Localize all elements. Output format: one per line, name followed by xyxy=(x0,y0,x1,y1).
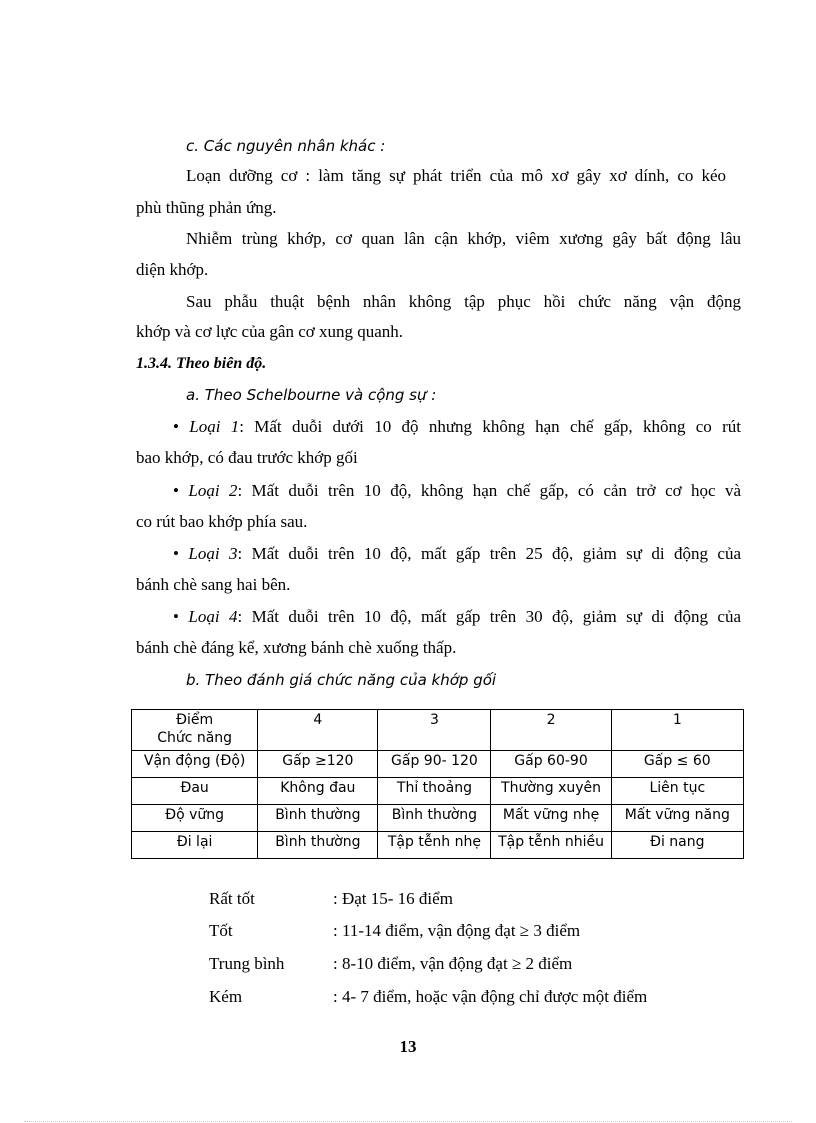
table-row xyxy=(132,805,744,832)
table-cell: Độ vững xyxy=(132,805,258,832)
table-row xyxy=(132,778,744,805)
grade-value: : 8-10 điểm, vận động đạt ≥ 2 điểm xyxy=(333,954,573,973)
corner-label-function: Chức năng xyxy=(157,730,233,746)
table-cell: Thường xuyên xyxy=(491,778,611,805)
paragraph-1-line-2: phù thũng phản ứng. xyxy=(136,198,277,217)
bullet-item-3-line-2: bánh chè sang hai bên. xyxy=(136,575,291,594)
paragraph-2-line-2: diện khớp. xyxy=(136,260,209,279)
grade-value: : Đạt 15- 16 điểm xyxy=(333,889,453,908)
bullet-lead: Loại 4 xyxy=(188,607,238,626)
section-a-title: a. Theo Schelbourne và cộng sự : xyxy=(186,386,437,404)
table-cell: Mất vững năng xyxy=(611,805,743,832)
table-cell: Bình thường xyxy=(378,805,491,832)
table-row xyxy=(132,832,744,859)
grade-label: Rất tốt xyxy=(209,889,255,908)
table-header-cell: 3 xyxy=(378,710,491,751)
paragraph-2-line-1: Nhiễm trùng khớp, cơ quan lân cận khớp, viêm xương gây bất động lâu xyxy=(186,229,741,248)
bullet-dot: • xyxy=(173,607,179,626)
bullet-item-1-line-1 xyxy=(173,417,741,437)
bullet-item-2-line-1 xyxy=(173,481,741,501)
bullet-item-1-line-2: bao khớp, có đau trước khớp gối xyxy=(136,448,358,467)
grade-label: Tốt xyxy=(209,921,233,940)
table-cell: Gấp ≤ 60 xyxy=(611,751,743,778)
paragraph-1-line-1: Loạn dưỡng cơ : làm tăng sự phát triển của mô xơ gây xơ dính, co kéo xyxy=(186,166,726,185)
table-header-cell: 2 xyxy=(491,710,611,751)
bullet-dot: • xyxy=(173,417,179,436)
table-cell: Tập tễnh nhẹ xyxy=(378,832,491,859)
bullet-text: : Mất duỗi trên 10 độ, mất gấp trên 25 độ, giảm sự di động của xyxy=(237,544,741,563)
bullet-item-2-line-2: co rút bao khớp phía sau. xyxy=(136,512,308,531)
bullet-item-3-line-1 xyxy=(173,544,741,564)
table-cell: Bình thường xyxy=(258,805,378,832)
table-cell: Mất vững nhẹ xyxy=(491,805,611,832)
table-cell: Không đau xyxy=(258,778,378,805)
table-cell: Vận động (Độ) xyxy=(132,751,258,778)
grade-label: Kém xyxy=(209,987,243,1006)
corner-label-score: Điểm xyxy=(176,712,214,728)
grade-value: : 4- 7 điểm, hoặc vận động chỉ được một điểm xyxy=(333,987,648,1006)
table-cell: Thỉ thoảng xyxy=(378,778,491,805)
table-cell: Gấp 90- 120 xyxy=(378,751,491,778)
bullet-item-4-line-1 xyxy=(173,607,741,627)
table-header-cell: 1 xyxy=(611,710,743,751)
bullet-dot: • xyxy=(173,481,179,500)
section-b-title: b. Theo đánh giá chức năng của khớp gối xyxy=(186,671,497,689)
grade-label: Trung bình xyxy=(209,954,285,973)
bullet-dot: • xyxy=(173,544,179,563)
table-row xyxy=(132,751,744,778)
table-header-cell: 4 xyxy=(258,710,378,751)
table-cell: Gấp ≥120 xyxy=(258,751,378,778)
knee-function-score-table xyxy=(131,709,744,859)
table-cell: Tập tễnh nhiều xyxy=(491,832,611,859)
section-c-title: c. Các nguyên nhân khác : xyxy=(186,137,386,155)
bullet-lead: Loại 1 xyxy=(189,417,240,436)
heading-1-3-4: 1.3.4. Theo biên độ. xyxy=(136,355,267,372)
bullet-text: : Mất duỗi trên 10 độ, không hạn chế gấp, có cản trở cơ học và xyxy=(237,481,741,500)
bullet-text: : Mất duỗi trên 10 độ, mất gấp trên 30 độ, giảm sự di động của xyxy=(237,607,741,626)
table-cell: Đau xyxy=(132,778,258,805)
table-cell: Gấp 60-90 xyxy=(491,751,611,778)
table-header-row xyxy=(132,710,744,751)
page-bottom-divider xyxy=(24,1121,792,1122)
table-cell: Liên tục xyxy=(611,778,743,805)
table-cell: Bình thường xyxy=(258,832,378,859)
grade-value: : 11-14 điểm, vận động đạt ≥ 3 điểm xyxy=(333,921,581,940)
paragraph-3-line-1: Sau phẫu thuật bệnh nhân không tập phục hồi chức năng vận động xyxy=(186,292,741,311)
table-cell: Đi nang xyxy=(611,832,743,859)
bullet-lead: Loại 2 xyxy=(188,481,238,500)
paragraph-3-line-2: khớp và cơ lực của gân cơ xung quanh. xyxy=(136,322,404,341)
table-cell: Đi lại xyxy=(132,832,258,859)
bullet-item-4-line-2: bánh chè đáng kể, xương bánh chè xuống thấp. xyxy=(136,638,457,657)
page-number: 13 xyxy=(399,1037,417,1056)
table-corner-cell xyxy=(132,710,258,751)
bullet-text: : Mất duỗi dưới 10 độ nhưng không hạn chế gấp, không co rút xyxy=(239,417,741,436)
bullet-lead: Loại 3 xyxy=(188,544,238,563)
